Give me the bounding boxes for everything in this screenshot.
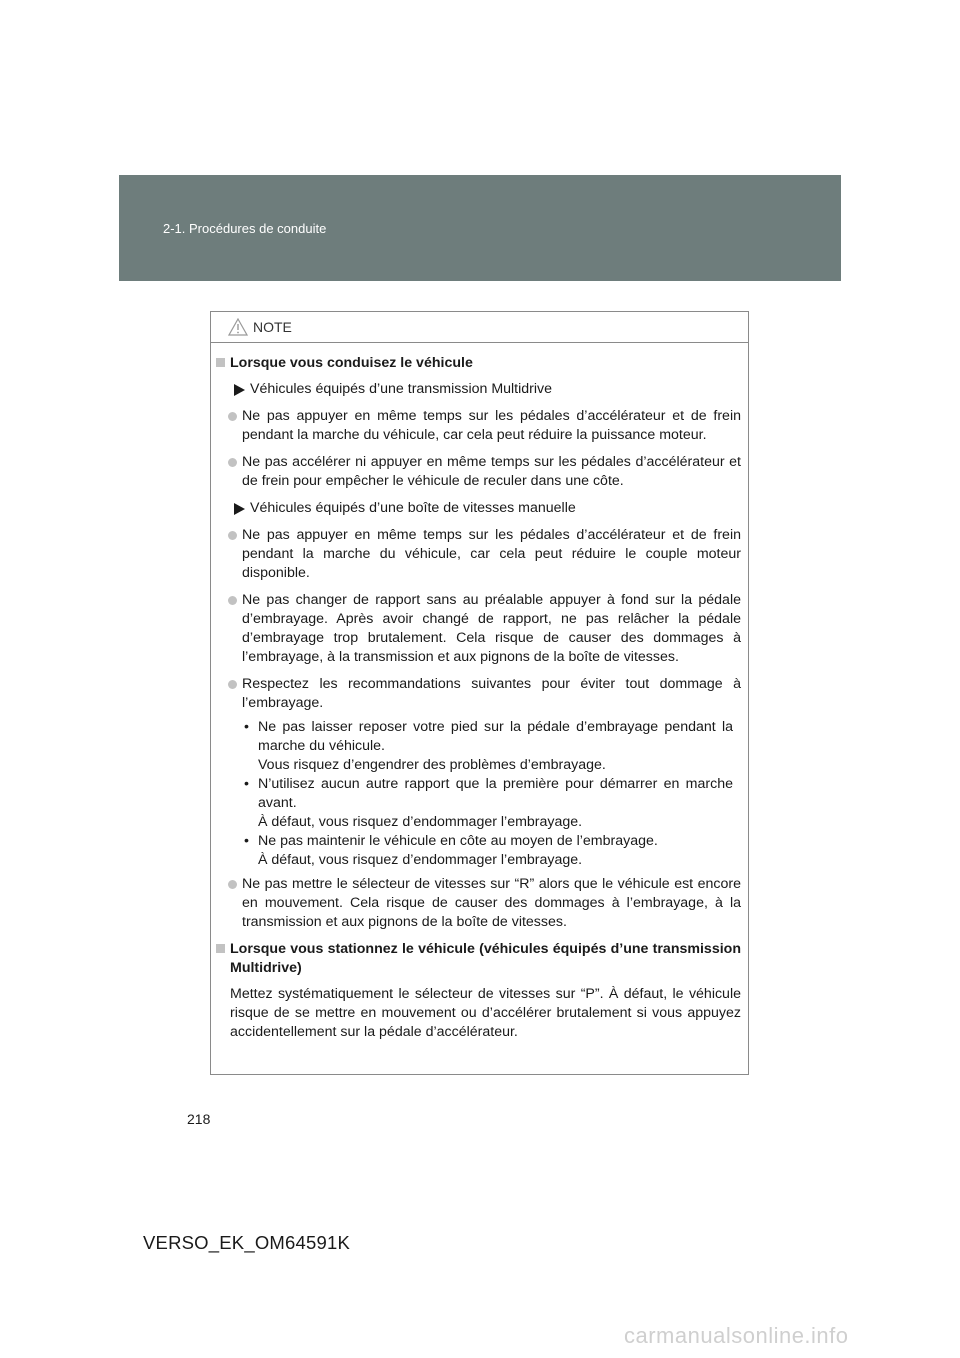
vehicle-type-label: Véhicules équipés d’une transmission Multidrive — [216, 380, 741, 399]
circle-bullet-icon — [228, 880, 237, 889]
triangle-arrow-icon — [234, 384, 245, 396]
sub-list-item: • N’utilisez aucun autre rapport que la première pour démarrer en marche avant. À défaut, vous risquez d’endommager l’embrayage. — [244, 776, 733, 830]
triangle-arrow-icon — [234, 503, 245, 515]
sub-list-item: • Ne pas maintenir le véhicule en côte au moyen de l’embrayage. À défaut, vous risquez d’endommager l’embrayage. — [244, 833, 658, 868]
note-title: NOTE — [253, 319, 292, 335]
section-title: 2-1. Procédures de conduite — [163, 221, 327, 236]
list-item: Ne pas changer de rapport sans au préalable appuyer à fond sur la pédale d’embrayage. Après avoir changé de rapport, ne pas relâcher la pédale d’embrayage trop brutalement. Cela risque de causer des dommages à l’embrayage, à la transmission et aux pignons de la boîte de vitesses. — [216, 591, 741, 667]
circle-bullet-icon — [228, 531, 237, 540]
circle-bullet-icon — [228, 458, 237, 467]
warning-triangle-icon — [228, 318, 248, 336]
list-item: Ne pas accélérer ni appuyer en même temps sur les pédales d’accélérateur et de frein pour empêcher le véhicule de reculer dans une côte. — [216, 453, 741, 491]
list-item: Ne pas mettre le sélecteur de vitesses sur “R” alors que le véhicule est encore en mouvement. Cela risque de causer des dommages à l’embrayage, à la transmission et aux pignons de la boîte de vitesses. — [216, 875, 741, 932]
circle-bullet-icon — [228, 680, 237, 689]
note-box — [210, 311, 749, 1075]
list-item: Ne pas appuyer en même temps sur les pédales d’accélérateur et de frein pendant la marche du véhicule, car cela peut réduire la puissance moteur. — [216, 407, 741, 445]
vehicle-type-label: Véhicules équipés d’une boîte de vitesses manuelle — [216, 499, 741, 518]
sub-list-item: • Ne pas laisser reposer votre pied sur la pédale d’embrayage pendant la marche du véhicule. Vous risquez d’engendrer des problèmes d’embrayage. — [244, 719, 733, 773]
note-header — [211, 312, 748, 343]
page-number: 218 — [187, 1111, 211, 1127]
header-band — [119, 175, 841, 281]
circle-bullet-icon — [228, 596, 237, 605]
square-bullet-icon — [216, 358, 225, 367]
note-body — [216, 354, 741, 1042]
parking-paragraph: Mettez systématiquement le sélecteur de vitesses sur “P”. À défaut, le véhicule risque de se mettre en mouvement ou d’accélérer brutalement si vous appuyez accidentellement sur la pédale d’accélérateur. — [230, 986, 741, 1040]
list-item: Respectez les recommandations suivantes pour éviter tout dommage à l’embrayage. — [216, 675, 741, 713]
watermark: carmanualsonline.info — [624, 1323, 849, 1348]
square-bullet-icon — [216, 944, 225, 953]
list-item: Ne pas appuyer en même temps sur les pédales d’accélérateur et de frein pendant la marche du véhicule, car cela peut réduire le couple moteur disponible. — [216, 526, 741, 583]
circle-bullet-icon — [228, 412, 237, 421]
document-code: VERSO_EK_OM64591K — [143, 1232, 351, 1253]
section-heading-parking: Lorsque vous stationnez le véhicule (véhicules équipés d’une transmission Multidrive) — [216, 940, 741, 978]
section-heading-driving: Lorsque vous conduisez le véhicule — [216, 354, 741, 373]
sub-list — [216, 718, 741, 870]
